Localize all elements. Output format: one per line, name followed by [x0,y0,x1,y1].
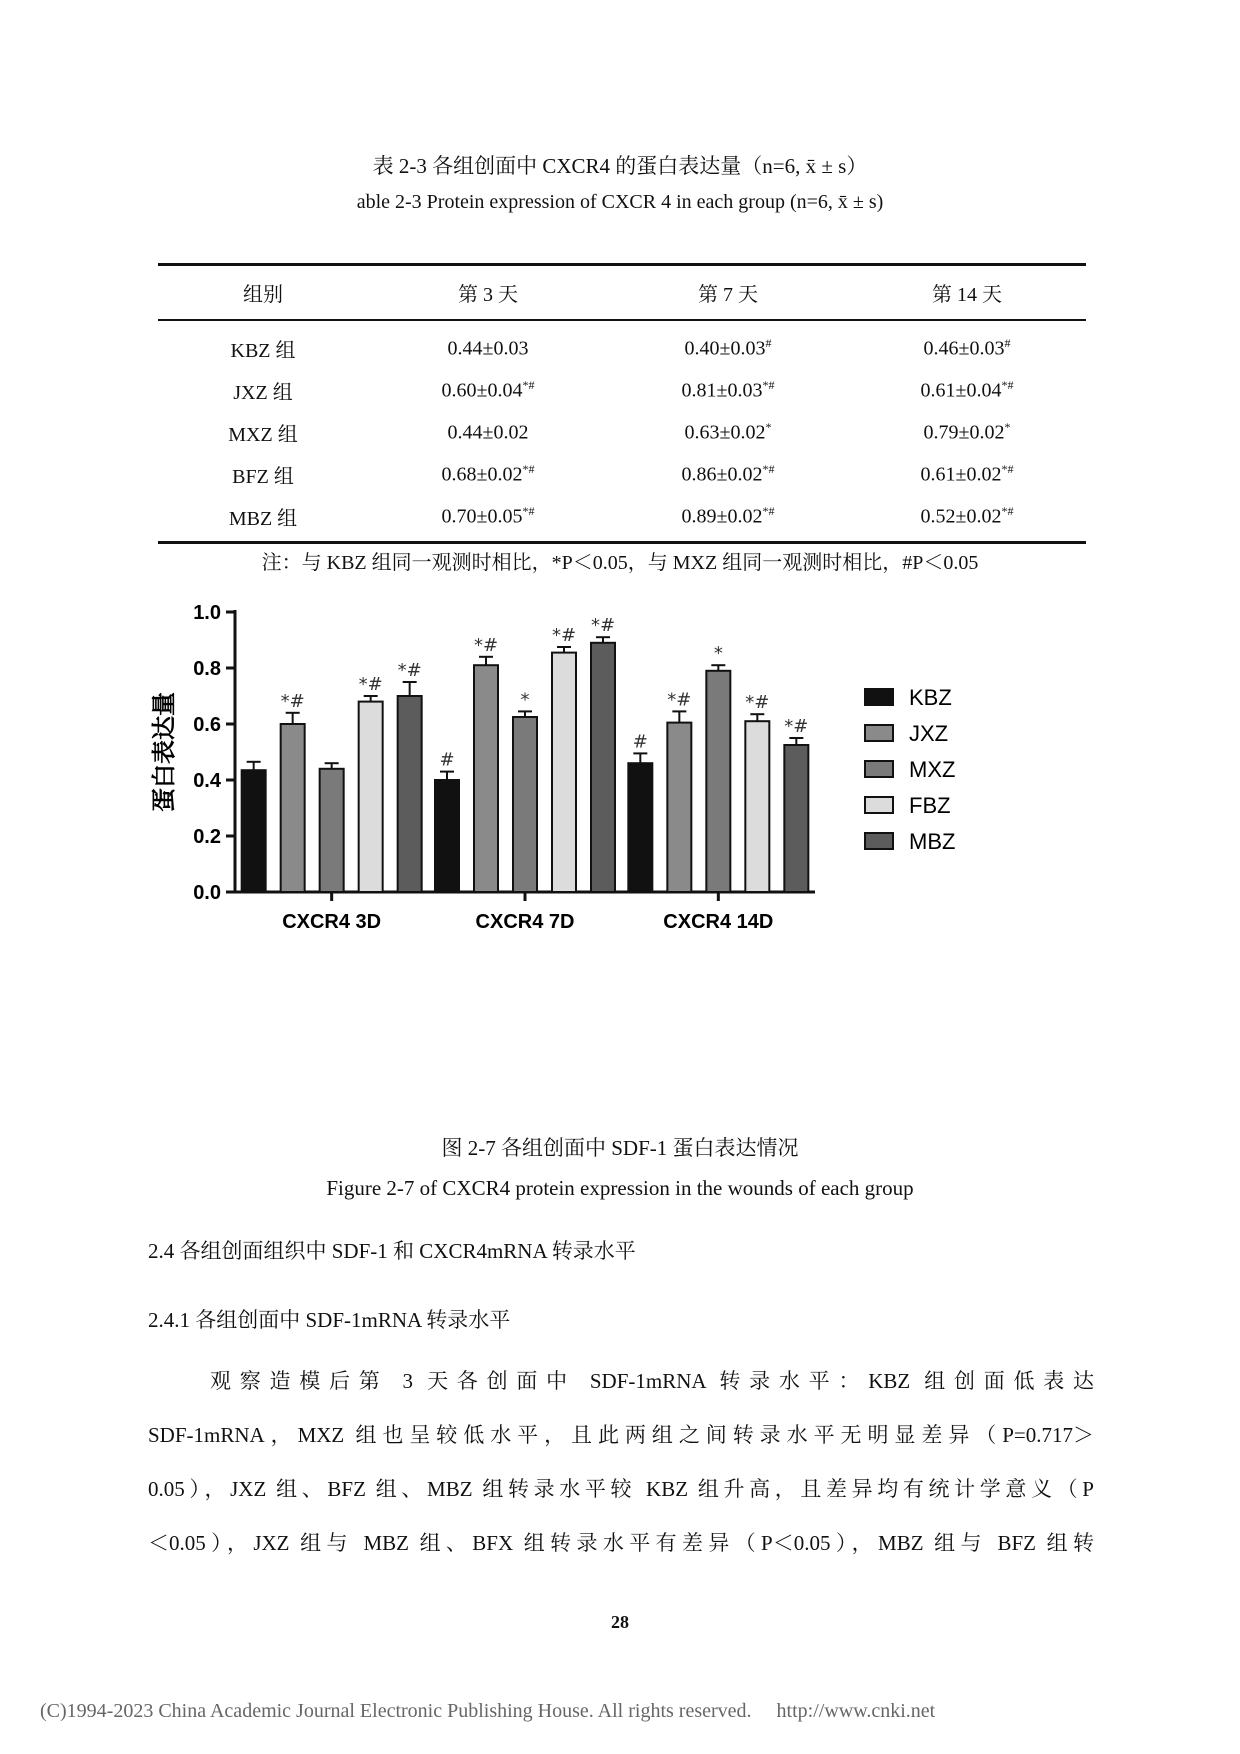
table-row [158,320,1086,369]
paragraph-line: 观察造模后第 3 天各创面中 SDF-1mRNA 转录水平：KBZ 组创面低表达 [210,1369,1094,1393]
table-cell: 0.79±0.02* [923,419,1011,444]
bar-jxz [667,723,691,892]
table-cell: 0.60±0.04*# [441,377,535,402]
table-header-row [158,265,1086,321]
legend-swatch-fbz [865,797,893,813]
table-cell: 0.68±0.02*# [441,461,535,486]
legend-label: KBZ [909,685,952,710]
bar-kbz [435,780,459,892]
significance-mark: * [765,419,772,434]
table-row [158,411,1086,453]
bar-kbz [628,763,652,892]
significance-mark: *# [762,503,775,518]
footer [40,1700,935,1723]
bar-jxz [281,724,305,892]
table-caption-en: able 2-3 Protein expression of CXCR 4 in each group (n=6, x̄ ± s) [356,191,884,213]
legend-label: MXZ [909,757,956,782]
body-paragraph [148,1354,1094,1570]
header-day7: 第 7 天 [608,265,848,321]
x-tick-label: CXCR4 14D [663,911,774,933]
header-group: 组别 [158,265,368,321]
legend-swatch-mbz [865,833,893,849]
significance-mark: *# [762,377,775,392]
significance-mark: # [765,335,772,350]
significance-mark: *# [358,674,383,695]
significance-mark: # [439,749,455,771]
cxcr4-bar-chart [150,602,1110,1080]
page-number: 28 [611,1612,629,1632]
paragraph-line: SDF-1mRNA，MXZ 组也呈较低水平，且此两组之间转录水平无明显差异（P=0.717＞ [148,1423,1095,1447]
paragraph-line: 0.05），JXZ 组、BFZ 组、MBZ 组转录水平较 KBZ 组升高，且差异均有统计学意义（P [148,1477,1094,1501]
y-tick-label: 0.8 [193,658,221,680]
bar-kbz [242,770,266,892]
table-cell: 0.44±0.03 [447,337,529,360]
table-cell: 0.61±0.04*# [920,377,1014,402]
bar-mbz [591,643,615,892]
significance-mark: *# [522,503,535,518]
significance-mark: *# [397,660,422,681]
table-note: 注：与 KBZ 组同一观测时相比，*P＜0.05，与 MXZ 组同一观测时相比，#P＜0.05 [261,552,979,574]
x-tick-label: CXCR4 7D [475,911,575,933]
bar-mxz [706,671,730,892]
y-tick-label: 1.0 [193,602,221,624]
table-cell: 0.81±0.03*# [681,377,775,402]
copyright-text: (C)1994-2023 China Academic Journal Electronic Publishing House. All rights reserved. [40,1700,752,1722]
significance-mark: *# [280,690,305,712]
figure-caption-cn: 图 2-7 各组创面中 SDF-1 蛋白表达情况 [441,1136,799,1160]
table-cell: KBZ 组 [230,339,296,362]
table-cell: 0.46±0.03# [923,335,1011,360]
table-cell: 0.61±0.02*# [920,461,1014,486]
legend-swatch-kbz [865,689,893,705]
significance-mark: *# [667,689,692,711]
header-day3: 第 3 天 [368,265,608,321]
header-day14: 第 14 天 [848,265,1086,321]
table-cell: 0.89±0.02*# [608,495,848,543]
significance-mark: *# [522,377,535,392]
y-tick-label: 0.4 [193,770,221,792]
bar-mxz [513,717,537,892]
table-cell: 0.70±0.05*# [368,495,608,543]
table-row [158,369,1086,411]
bar-fbz [359,702,383,892]
significance-mark: *# [1001,461,1014,476]
table-row [158,495,1086,543]
table-cell: 0.63±0.02* [684,419,772,444]
significance-mark: *# [590,615,616,637]
table-cell: 0.40±0.03# [684,335,772,360]
subsection-heading: 2.4.1 各组创面中 SDF-1mRNA 转录水平 [148,1308,511,1332]
table-caption-cn: 表 2-3 各组创面中 CXCR4 的蛋白表达量（n=6, x̄ ± s） [372,154,868,178]
table-row [158,453,1086,495]
legend-swatch-jxz [865,725,893,741]
figure-caption-en: Figure 2-7 of CXCR4 protein expression in the wounds of each group [326,1176,914,1200]
significance-mark: *# [522,461,535,476]
table-cell: 0.86±0.02*# [681,461,775,486]
protein-expression-table [158,263,1086,544]
table-cell: MBZ 组 [158,495,368,543]
significance-mark: *# [762,461,775,476]
y-tick-label: 0.0 [193,882,221,904]
significance-mark: *# [551,625,577,646]
significance-mark: * [520,689,530,711]
table-cell: MXZ 组 [228,423,298,446]
legend-label: JXZ [909,721,949,746]
bar-fbz [745,721,769,892]
bar-mxz [320,769,344,892]
significance-mark: *# [745,692,770,714]
section-heading: 2.4 各组创面组织中 SDF-1 和 CXCR4mRNA 转录水平 [148,1239,636,1263]
bar-fbz [552,653,576,892]
bar-mbz [398,696,422,892]
y-tick-label: 0.2 [193,826,221,848]
significance-mark: # [632,731,648,753]
x-tick-label: CXCR4 3D [282,911,382,933]
legend-label: MBZ [909,829,956,854]
table-cell: JXZ 组 [233,381,293,404]
significance-mark: *# [784,716,809,737]
paragraph-line: ＜0.05），JXZ 组与 MBZ 组、BFX 组转录水平有差异（P＜0.05），MBZ 组与 BFZ 组转 [148,1531,1094,1555]
table-cell: BFZ 组 [232,465,294,488]
table-cell: 0.44±0.02 [447,421,529,444]
significance-mark: *# [1001,377,1014,392]
significance-mark: * [713,643,723,665]
y-axis-label: 蛋白表达量 [151,692,178,812]
legend-swatch-mxz [865,761,893,777]
footer-url[interactable]: http://www.cnki.net [776,1700,936,1722]
y-tick-label: 0.6 [193,714,221,736]
bar-jxz [474,665,498,892]
significance-mark: # [1004,335,1011,350]
significance-mark: *# [473,634,499,656]
legend-label: FBZ [909,793,951,818]
significance-mark: *# [1001,503,1014,518]
significance-mark: * [1004,419,1011,434]
bar-mbz [784,745,808,892]
table-cell: 0.52±0.02*# [848,495,1086,543]
